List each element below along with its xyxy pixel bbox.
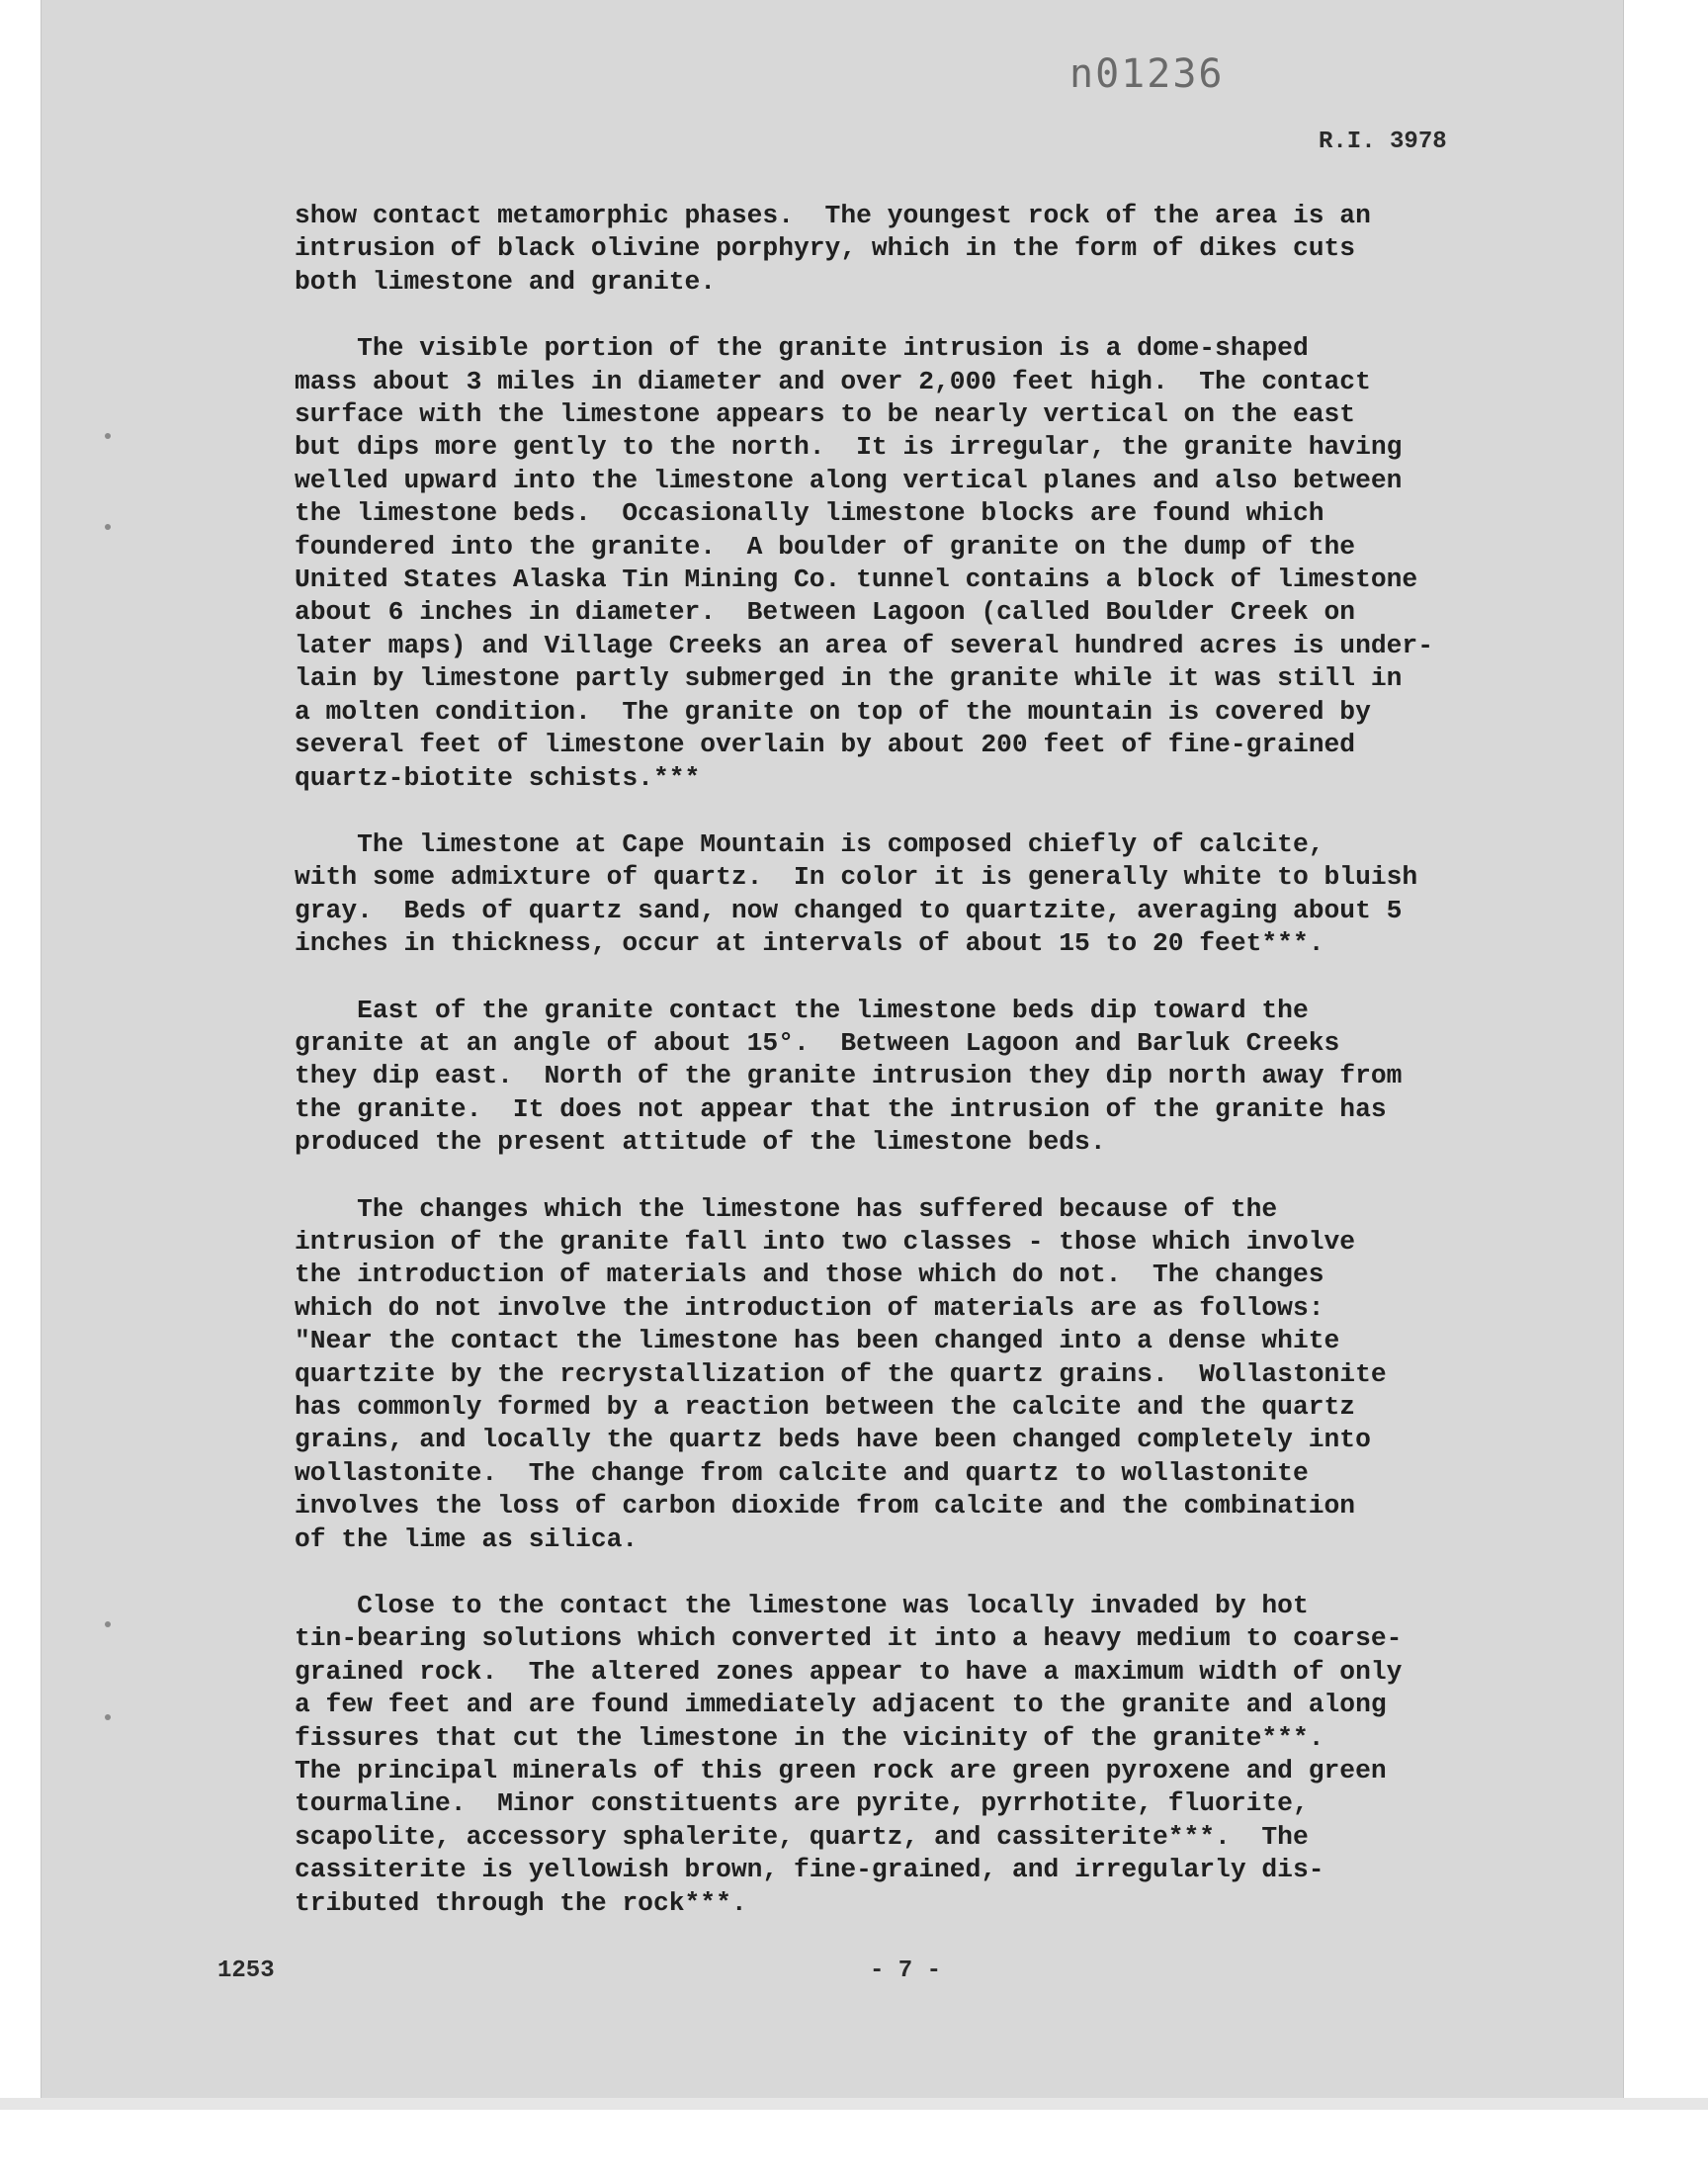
paragraph-gap xyxy=(295,795,1520,828)
text-line: intrusion of black olivine porphyry, which in the form of dikes cuts xyxy=(295,233,1356,264)
text-line: granite at an angle of about 15°. Between Lagoon and Barluk Creeks xyxy=(295,1027,1340,1058)
text-line: a few feet and are found immediately adjacent to the granite and along xyxy=(295,1690,1387,1720)
paragraph-gap xyxy=(295,961,1520,995)
footer-left-number: 1253 xyxy=(217,1958,275,1984)
text-line: "Near the contact the limestone has been changed into a dense white xyxy=(295,1326,1340,1356)
text-line: quartzite by the recrystallization of the quartz grains. Wollastonite xyxy=(295,1358,1387,1389)
scan-speck xyxy=(105,1621,111,1627)
text-line: gray. Beds of quartz sand, now changed to quartzite, averaging about 5 xyxy=(295,895,1403,925)
text-line: The changes which the limestone has suffered because of the xyxy=(295,1193,1278,1224)
text-line: surface with the limestone appears to be nearly vertical on the east xyxy=(295,399,1356,430)
text-line: The limestone at Cape Mountain is composed chiefly of calcite, xyxy=(295,828,1324,859)
text-line: welled upward into the limestone along vertical planes and also between xyxy=(295,465,1403,495)
text-line: tin-bearing solutions which converted it into a heavy medium to coarse- xyxy=(295,1623,1403,1654)
text-line: wollastonite. The change from calcite and quartz to wollastonite xyxy=(295,1457,1309,1488)
text-line: later maps) and Village Creeks an area of several hundred acres is under- xyxy=(295,630,1433,660)
text-line: Close to the contact the limestone was locally invaded by hot xyxy=(295,1591,1309,1621)
text-line: several feet of limestone overlain by about 200 feet of fine-grained xyxy=(295,730,1356,760)
scan-speck xyxy=(105,524,111,530)
scan-speck xyxy=(105,1714,111,1720)
text-line: tributed through the rock***. xyxy=(295,1887,747,1918)
text-line: of the lime as silica. xyxy=(295,1523,639,1554)
text-line: the limestone beds. Occasionally limestone blocks are found which xyxy=(295,498,1324,529)
text-line: they dip east. North of the granite intrusion they dip north away from xyxy=(295,1061,1403,1091)
text-line: intrusion of the granite fall into two classes - those which involve xyxy=(295,1226,1356,1257)
text-line: the introduction of materials and those which do not. The changes xyxy=(295,1260,1324,1290)
text-line: both limestone and granite. xyxy=(295,266,717,297)
text-line: United States Alaska Tin Mining Co. tunnel contains a block of limestone xyxy=(295,565,1418,595)
text-line: a molten condition. The granite on top of the mountain is covered by xyxy=(295,696,1371,727)
page-bottom-edge xyxy=(0,2098,1708,2110)
text-line: produced the present attitude of the limestone beds. xyxy=(295,1127,1106,1158)
text-line: the granite. It does not appear that the intrusion of the granite has xyxy=(295,1093,1387,1124)
text-line: cassiterite is yellowish brown, fine-grained, and irregularly dis- xyxy=(295,1855,1324,1885)
body-text xyxy=(295,200,1520,1920)
text-line: The principal minerals of this green rock are green pyroxene and green xyxy=(295,1756,1387,1786)
text-line: foundered into the granite. A boulder of granite on the dump of the xyxy=(295,531,1356,562)
text-line: grained rock. The altered zones appear to have a maximum width of only xyxy=(295,1656,1403,1687)
paragraph-gap xyxy=(295,1556,1520,1590)
text-line: mass about 3 miles in diameter and over 2,000 feet high. The contact xyxy=(295,366,1371,396)
text-line: show contact metamorphic phases. The youngest rock of the area is an xyxy=(295,201,1371,230)
text-line: but dips more gently to the north. It is irregular, the granite having xyxy=(295,432,1403,463)
document-page xyxy=(42,0,1623,2098)
paragraph-gap xyxy=(295,1160,1520,1193)
text-line: East of the granite contact the limestone beds dip toward the xyxy=(295,995,1309,1025)
text-line: with some admixture of quartz. In color it is generally white to bluish xyxy=(295,862,1418,893)
archive-stamp-number: n01236 xyxy=(1069,51,1225,97)
text-line: lain by limestone partly submerged in the granite while it was still in xyxy=(295,663,1403,694)
page-number: - 7 - xyxy=(870,1958,942,1984)
text-line: which do not involve the introduction of materials are as follows: xyxy=(295,1292,1324,1323)
text-line: fissures that cut the limestone in the vicinity of the granite***. xyxy=(295,1722,1324,1753)
text-line: tourmaline. Minor constituents are pyrite, pyrrhotite, fluorite, xyxy=(295,1788,1309,1819)
paragraph-gap xyxy=(295,299,1520,332)
text-line: grains, and locally the quartz beds have been changed completely into xyxy=(295,1425,1371,1455)
report-reference: R.I. 3978 xyxy=(1319,129,1447,155)
text-line: The visible portion of the granite intrusion is a dome-shaped xyxy=(295,333,1309,364)
text-line: has commonly formed by a reaction between the calcite and the quartz xyxy=(295,1392,1356,1422)
scan-speck xyxy=(105,433,111,439)
text-line: scapolite, accessory sphalerite, quartz, and cassiterite***. The xyxy=(295,1821,1309,1852)
text-line: about 6 inches in diameter. Between Lagoon (called Boulder Creek on xyxy=(295,597,1356,628)
text-line: quartz-biotite schists.*** xyxy=(295,762,701,793)
text-line: inches in thickness, occur at intervals of about 15 to 20 feet***. xyxy=(295,928,1324,959)
text-line: involves the loss of carbon dioxide from calcite and the combination xyxy=(295,1491,1356,1522)
